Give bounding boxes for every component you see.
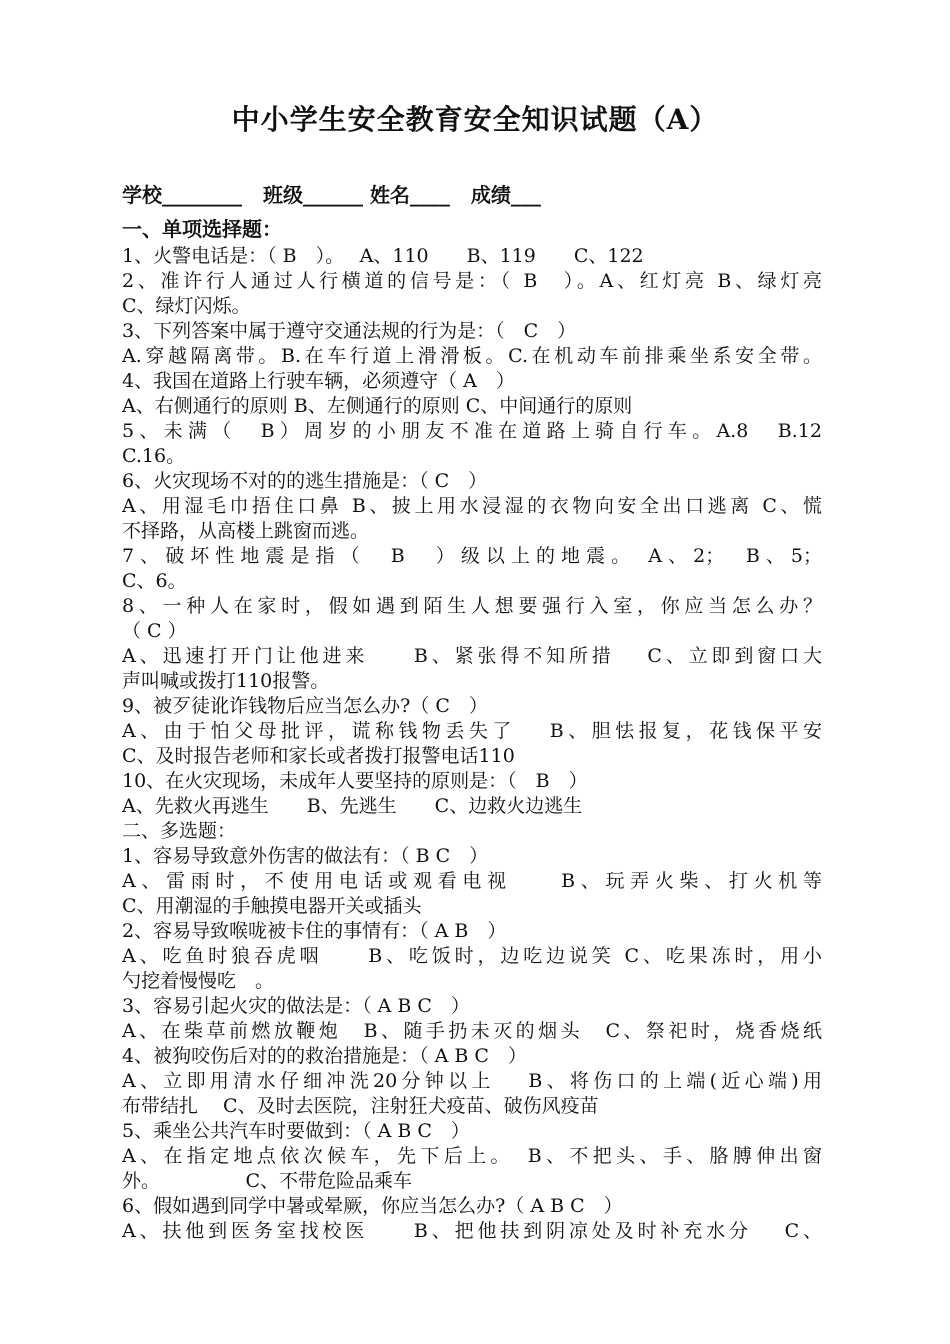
text-line: 9、被歹徒讹诈钱物后应当怎么办?（ C ） — [122, 695, 488, 717]
text-line: （ C ） — [122, 620, 187, 642]
text-line: 8、一种人在家时，假如遇到陌生人想要强行入室，你应当怎么办？ — [122, 595, 822, 617]
text-line: 2、准许行人通过人行横道的信号是：（ B ）。A、红灯亮 B、绿灯亮 — [122, 270, 822, 292]
school-field: 学校________ — [122, 183, 242, 207]
text-line: 4、被狗咬伤后对的的救治措施是：（ A B C ） — [122, 1045, 527, 1067]
text-line: C.16。 — [122, 445, 186, 467]
section-heading-single-choice: 一、单项选择题： — [122, 217, 282, 241]
text-line: 布带结扎 C、及时去医院，注射狂犬疫苗、破伤风疫苗 — [122, 1095, 599, 1117]
text-line: 二、多选题： — [122, 820, 237, 842]
text-line: 5、未满（ B）周岁的小朋友不准在道路上骑自行车。A.8 B.12 — [122, 420, 822, 442]
text-line: 10、在火灾现场，未成年人要坚持的原则是：（ B ） — [122, 770, 588, 792]
text-line: 7、破坏性地震是指（ B ）级以上的地震。 A、2； B、5； — [122, 545, 822, 567]
text-line: A、用湿毛巾捂住口鼻 B、披上用水浸湿的衣物向安全出口逃离 C、慌 — [122, 495, 822, 517]
text-line: 3、下列答案中属于遵守交通法规的行为是：（ C ） — [122, 320, 577, 342]
text-line: 2、容易导致喉咙被卡住的事情有：（ A B ） — [122, 920, 507, 942]
text-line: 1、火警电话是：（ B ）。 A、110 B、119 C、122 — [122, 245, 644, 267]
text-line: 4、我国在道路上行驶车辆，必须遵守（ A ） — [122, 370, 515, 392]
text-line: C、及时报告老师和家长或者拨打报警电话110 — [122, 745, 515, 767]
class-field: 班级______ — [262, 183, 363, 207]
text-line: A、迅速打开门让他进来 B、紧张得不知所措 C、立即到窗口大 — [122, 645, 822, 667]
text-line: A、由于怕父母批评，谎称钱物丢失了 B、胆怯报复，花钱保平安 — [122, 720, 822, 742]
text-line: A、在柴草前燃放鞭炮 B、随手扔未灭的烟头 C、祭祀时，烧香烧纸 — [122, 1020, 822, 1042]
text-line: A、先救火再逃生 B、先逃生 C、边救火边逃生 — [122, 795, 583, 817]
text-line: 声叫喊或拨打110报警。 — [122, 670, 330, 692]
text-line: 6、火灾现场不对的的逃生措施是：（ C ） — [122, 470, 488, 492]
text-line: 5、乘坐公共汽车时要做到：（ A B C ） — [122, 1120, 470, 1142]
text-line: C、6。 — [122, 570, 187, 592]
student-info-row — [122, 180, 842, 210]
text-line: 6、假如遇到同学中暑或晕厥，你应当怎么办?（ A B C ） — [122, 1195, 623, 1217]
name-field: 姓名____ — [369, 183, 450, 207]
text-line: 不择路，从高楼上跳窗而逃。 — [122, 520, 370, 542]
text-line: A.穿越隔离带。B.在车行道上滑滑板。C.在机动车前排乘坐系安全带。 — [122, 345, 822, 367]
text-line: A、吃鱼时狼吞虎咽 B、吃饭时，边吃边说笑 C、吃果冻时，用小 — [122, 945, 822, 967]
text-line: 外。 C、不带危险品乘车 — [122, 1170, 413, 1192]
document-title: 中小学生安全教育安全知识试题（A） — [231, 103, 719, 136]
text-line: 1、容易导致意外伤害的做法有：（ B C ） — [122, 845, 489, 867]
text-line: A、立即用清水仔细冲洗20分钟以上 B、将伤口的上端(近心端)用 — [122, 1070, 822, 1092]
text-line: A、扶他到医务室找校医 B、把他扶到阴凉处及时补充水分 C、 — [122, 1220, 822, 1242]
text-line: C、绿灯闪烁。 — [122, 295, 251, 317]
text-line: A、右侧通行的原则 B、左侧通行的原则 C、中间通行的原则 — [122, 395, 633, 417]
question-list — [122, 244, 822, 1244]
text-line: A、雷雨时，不使用电话或观看电视 B、玩弄火柴、打火机等 — [122, 870, 822, 892]
text-line: 勺挖着慢慢吃 。 — [122, 970, 275, 992]
text-line: 3、容易引起火灾的做法是：（ A B C ） — [122, 995, 470, 1017]
score-field: 成绩___ — [470, 183, 541, 207]
text-line: A、在指定地点依次候车，先下后上。 B、不把头、手、胳膊伸出窗 — [122, 1145, 822, 1167]
text-line: C、用潮湿的手触摸电器开关或插头 — [122, 895, 422, 917]
